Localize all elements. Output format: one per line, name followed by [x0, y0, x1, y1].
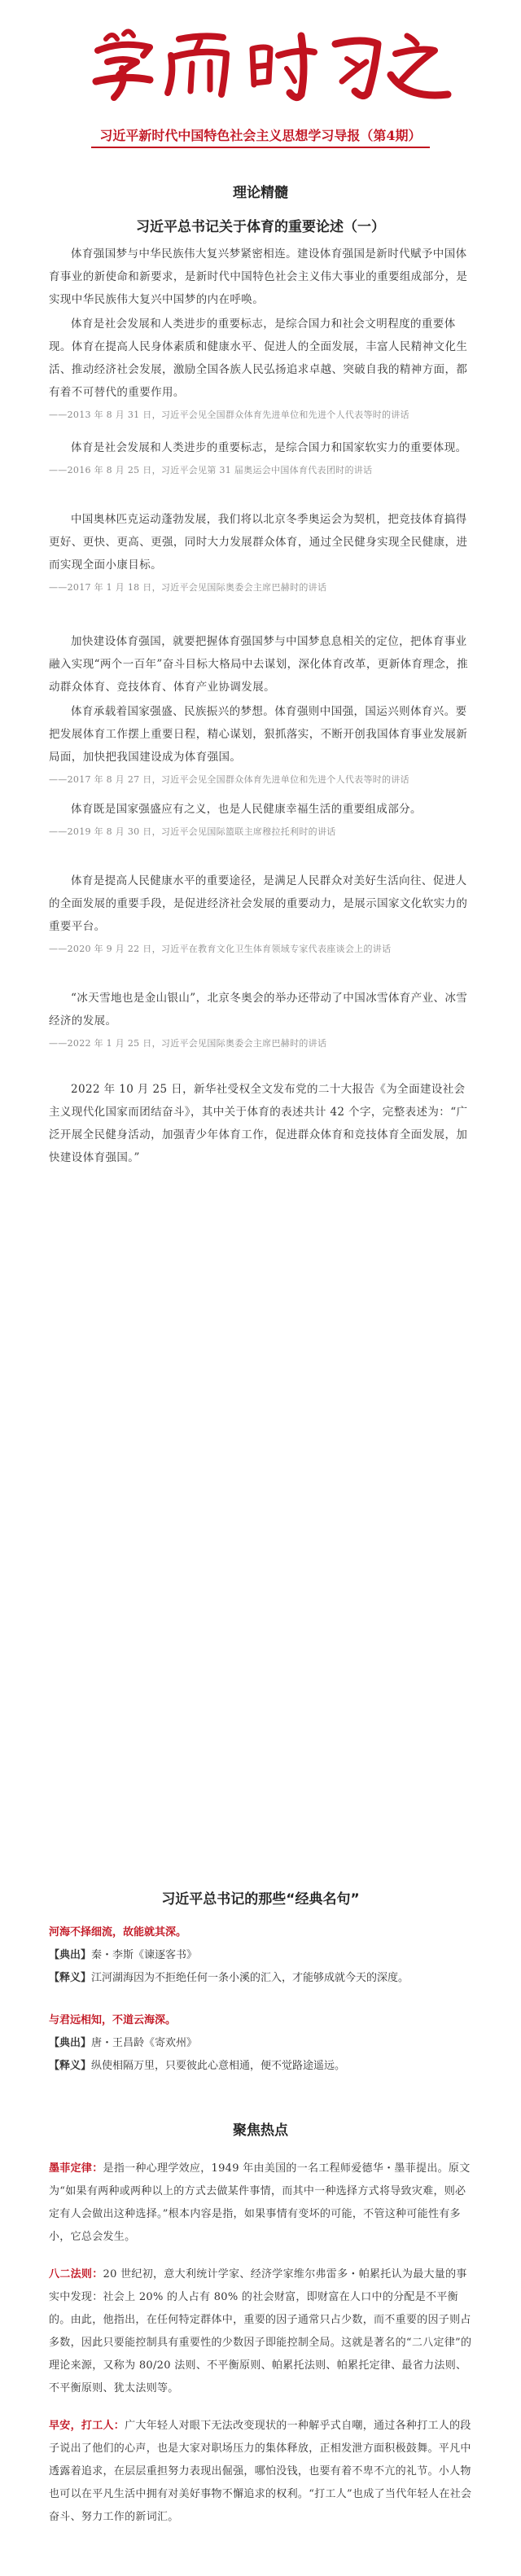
- hot-content: [49, 2158, 476, 2529]
- paragraph: 中国奥林匹克运动蓬勃发展，我们将以北京冬季奥运会为契机，把竞技体育搞得更好、更快、更高、更强，同时大力发展群众体育，通过全民健身实现全民健康，进而实现全面小康目标。: [49, 513, 468, 572]
- hot-term: 墨菲定律：: [49, 2162, 103, 2175]
- paragraph: 2022 年 10 月 25 日，新华社受权全文发布党的二十大报告《为全面建设社会主义现代化国家而团结奋斗》，其中关于体育的表述共计 42 个字，完整表述为：“广泛开展全民健身活动，加强青少年体育工作，促进群众体育和竞技体育全面发展，加快建设体育强国。”: [49, 1083, 468, 1164]
- source-note: ——2016 年 8 月 25 日，习近平会见第 31 届奥运会中国体育代表团时的讲话: [49, 465, 373, 475]
- origin-label: 【典出】: [49, 2037, 92, 2049]
- quotes-content: [49, 1921, 476, 2078]
- masthead-logo: [0, 11, 521, 101]
- calligraphy-logo-icon: [49, 11, 472, 109]
- hot-item-2: [49, 2263, 476, 2400]
- source-note: ——2022 年 1 月 25 日，习近平会见国际奥委会主席巴赫时的讲话: [49, 1038, 327, 1049]
- source-note: ——2019 年 8 月 30 日，习近平会见国际篮联主席穆拉托利时的讲话: [49, 826, 336, 837]
- source-note: ——2020 年 9 月 22 日，习近平在教育文化卫生体育领域专家代表座谈会上的讲话: [49, 944, 392, 954]
- paragraph: 体育承载着国家强盛、民族振兴的梦想。体育强则中国强，国运兴则体育兴。要把发展体育工作摆上重要日程，精心谋划，狠抓落实，不断开创我国体育事业发展新局面，加快把我国建设成为体育强国。: [49, 705, 468, 764]
- theory-block-4: [49, 630, 476, 790]
- paragraph: 体育强国梦与中华民族伟大复兴梦紧密相连。建设体育强国是新时代赋予中国体育事业的新使命和新要求，是新时代中国特色社会主义伟大事业的重要组成部分，是实现中华民族伟大复兴中国梦的内在呼唤。: [49, 248, 468, 306]
- quote-explain: [49, 1967, 476, 1990]
- origin-text: 唐・王昌龄《寄欢州》: [91, 2037, 198, 2049]
- hot-item-3: [49, 2415, 476, 2529]
- hot-term: 八二法则：: [49, 2268, 103, 2280]
- quote-item-2: [49, 2009, 476, 2078]
- hot-text: 广大年轻人对眼下无法改变现状的一种解乎式自嘲，通过各种打工人的段子说出了他们的心声，也是大家对职场压力的集体释放，正相发泄方面积极鼓舞。平凡中透露着追求，在层层重担努力表现出倔强，哪怕没钱，也要有着不卑不亢的礼节。小人物也可以在平凡生活中拥有对美好事物不懈追求的权利。“打工人”也成了当代年轻人在社会奋斗、努力工作的新词汇。: [49, 2420, 472, 2523]
- header: [0, 0, 521, 120]
- explain-text: 纵使相隔万里，只要彼此心意相通，便不觉路途遥远。: [91, 2060, 346, 2072]
- paragraph: 体育既是国家强盛应有之义，也是人民健康幸福生活的重要组成部分。: [71, 803, 422, 816]
- paragraph: 加快建设体育强国，就要把握体育强国梦与中国梦息息相关的定位，把体育事业融入实现“两个一百年”奋斗目标大格局中去谋划，深化体育改革，更新体育理念，推动群众体育、竞技体育、体育产业协调发展。: [49, 635, 469, 694]
- origin-label: 【典出】: [49, 1949, 92, 1961]
- theory-block-8: [49, 1078, 476, 1169]
- theory-block-6: [49, 870, 476, 959]
- origin-text: 秦・李斯《谏逐客书》: [91, 1949, 198, 1961]
- theory-block-1: [49, 243, 476, 425]
- article-title: 习近平总书记关于体育的重要论述（一）: [136, 219, 385, 235]
- paragraph: 体育是社会发展和人类进步的重要标志，是综合国力和社会文明程度的重要体现。体育在提高人民身体素质和健康水平、促进人的全面发展，丰富人民精神文化生活、推动经济社会发展，激励全国各族人民弘扬追求卓越、突破自我的精神方面，都有着不可替代的重要作用。: [49, 318, 468, 399]
- theory-block-7: [49, 987, 476, 1054]
- paragraph: 体育是社会发展和人类进步的重要标志，是综合国力和国家软实力的重要体现。: [71, 441, 467, 454]
- theory-content: [49, 243, 476, 1171]
- quote-title: 河海不择细流，故能就其深。: [49, 1926, 187, 1939]
- quote-item-1: [49, 1921, 476, 1990]
- paragraph: “冰天雪地也是金山银山”，北京冬奥会的举办还带动了中国冰雪体育产业、冰雪经济的发展。: [49, 992, 468, 1027]
- quote-title: 与君远相知，不道云海深。: [49, 2014, 177, 2026]
- theory-block-2: [49, 436, 476, 480]
- section-title-theory: 理论精髓: [233, 185, 288, 201]
- theory-block-3: [49, 508, 476, 598]
- issue-subtitle: 习近平新时代中国特色社会主义思想学习导报（第4期）: [99, 128, 422, 143]
- hot-term: 早安，打工人：: [49, 2420, 125, 2432]
- section-title-quotes: 习近平总书记的那些“经典名句”: [161, 1891, 360, 1908]
- source-note: ——2013 年 8 月 31 日，习近平会见全国群众体育先进单位和先进个人代表等时的讲话: [49, 410, 409, 420]
- section-title-hot: 聚焦热点: [233, 2123, 288, 2139]
- explain-text: 江河湖海因为不拒绝任何一条小溪的汇入，才能够成就今天的深度。: [91, 1972, 409, 1984]
- quote-explain: [49, 2055, 476, 2078]
- theory-block-5: [49, 798, 476, 842]
- explain-label: 【释义】: [49, 1972, 92, 1984]
- quote-origin: [49, 1944, 476, 1967]
- source-note: ——2017 年 1 月 18 日，习近平会见国际奥委会主席巴赫时的讲话: [49, 582, 327, 593]
- source-note: ——2017 年 8 月 27 日，习近平会见全国群众体育先进单位和先进个人代表等时的讲话: [49, 774, 409, 785]
- quote-origin: [49, 2032, 476, 2055]
- hot-text: 20 世纪初，意大利统计学家、经济学家维尔弗雷多・帕累托认为最大量的事实中发现：社会上 20% 的人占有 80% 的社会财富，即财富在人口中的分配是不平衡的。由此，他指出，在任何特定群体中，重要的因子通常只占少数，而不重要的因子则占多数，因此只要能控制具有重要性的少数因子即能控制全局。这就是著名的“二八定律”的理论来源，又称为 80/20 法则、不平衡原则、帕累托法则、帕累托定律、最省力法则、不平衡原则、犹太法则等。: [49, 2268, 472, 2394]
- paragraph: 体育是提高人民健康水平的重要途径，是满足人民群众对美好生活向往、促进人的全面发展的重要手段，是促进经济社会发展的重要动力，是展示国家文化软实力的重要平台。: [49, 874, 468, 933]
- hot-item-1: [49, 2158, 476, 2249]
- explain-label: 【释义】: [49, 2060, 92, 2072]
- hot-text: 是指一种心理学效应，1949 年由美国的一名工程师爱德华・墨菲提出。原文为“如果有两种或两种以上的方式去做某件事情，而其中一种选择方式将导致灾难，则必定有人会做出这种选择。”根本内容是指，如果事情有变坏的可能，不管这种可能性有多小，它总会发生。: [49, 2162, 471, 2243]
- subtitle-divider: [91, 147, 430, 148]
